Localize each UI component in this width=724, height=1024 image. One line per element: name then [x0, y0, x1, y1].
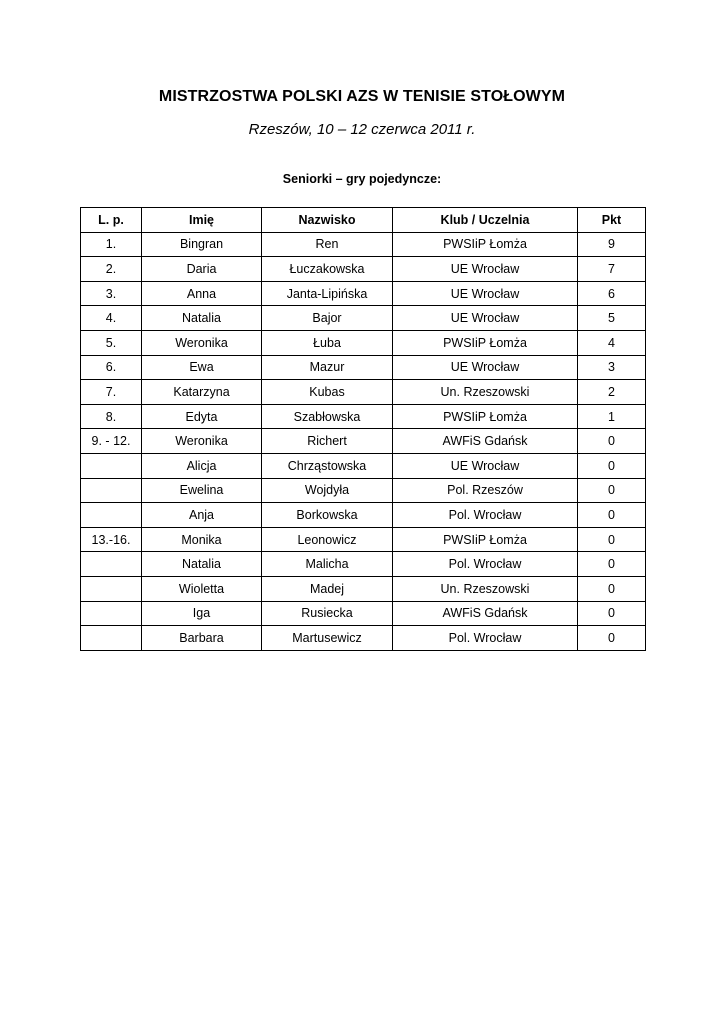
cell-nazwisko: Richert — [262, 429, 393, 454]
cell-pkt: 5 — [578, 306, 646, 331]
cell-klub: Pol. Wrocław — [393, 503, 578, 528]
table-row — [81, 232, 646, 257]
cell-klub: UE Wrocław — [393, 257, 578, 282]
cell-pkt: 0 — [578, 552, 646, 577]
table-row — [81, 330, 646, 355]
cell-nazwisko: Łuba — [262, 330, 393, 355]
cell-nazwisko: Janta-Lipińska — [262, 281, 393, 306]
results-table — [80, 207, 646, 651]
table-row — [81, 281, 646, 306]
cell-imie: Barbara — [142, 626, 262, 651]
cell-pkt: 7 — [578, 257, 646, 282]
cell-lp: 5. — [81, 330, 142, 355]
cell-lp: 3. — [81, 281, 142, 306]
cell-klub: Pol. Wrocław — [393, 626, 578, 651]
column-header-imie: Imię — [142, 208, 262, 233]
cell-pkt: 9 — [578, 232, 646, 257]
cell-klub: UE Wrocław — [393, 355, 578, 380]
cell-pkt: 2 — [578, 380, 646, 405]
table-body — [81, 232, 646, 650]
cell-lp — [81, 453, 142, 478]
cell-lp: 7. — [81, 380, 142, 405]
cell-lp — [81, 552, 142, 577]
table-row — [81, 576, 646, 601]
table-row — [81, 626, 646, 651]
cell-pkt: 1 — [578, 404, 646, 429]
cell-imie: Anna — [142, 281, 262, 306]
cell-lp: 2. — [81, 257, 142, 282]
cell-nazwisko: Kubas — [262, 380, 393, 405]
cell-pkt: 0 — [578, 626, 646, 651]
cell-nazwisko: Madej — [262, 576, 393, 601]
cell-lp — [81, 626, 142, 651]
column-header-lp: L. p. — [81, 208, 142, 233]
column-header-nazwisko: Nazwisko — [262, 208, 393, 233]
cell-nazwisko: Szabłowska — [262, 404, 393, 429]
cell-nazwisko: Łuczakowska — [262, 257, 393, 282]
table-row — [81, 306, 646, 331]
cell-imie: Edyta — [142, 404, 262, 429]
cell-lp: 4. — [81, 306, 142, 331]
cell-imie: Ewa — [142, 355, 262, 380]
cell-klub: Pol. Wrocław — [393, 552, 578, 577]
cell-pkt: 4 — [578, 330, 646, 355]
cell-nazwisko: Rusiecka — [262, 601, 393, 626]
cell-lp — [81, 503, 142, 528]
cell-klub: UE Wrocław — [393, 306, 578, 331]
table-row — [81, 380, 646, 405]
cell-imie: Weronika — [142, 429, 262, 454]
cell-pkt: 0 — [578, 601, 646, 626]
cell-klub: UE Wrocław — [393, 281, 578, 306]
cell-imie: Daria — [142, 257, 262, 282]
table-row — [81, 601, 646, 626]
cell-imie: Bingran — [142, 232, 262, 257]
cell-lp: 13.-16. — [81, 527, 142, 552]
cell-pkt: 0 — [578, 478, 646, 503]
cell-nazwisko: Ren — [262, 232, 393, 257]
cell-lp — [81, 601, 142, 626]
cell-klub: AWFiS Gdańsk — [393, 429, 578, 454]
cell-imie: Anja — [142, 503, 262, 528]
cell-klub: PWSIiP Łomża — [393, 330, 578, 355]
cell-imie: Monika — [142, 527, 262, 552]
cell-imie: Ewelina — [142, 478, 262, 503]
cell-nazwisko: Wojdyła — [262, 478, 393, 503]
section-heading: Seniorki – gry pojedyncze: — [282, 172, 442, 186]
cell-klub: PWSIiP Łomża — [393, 527, 578, 552]
cell-imie: Natalia — [142, 552, 262, 577]
cell-lp — [81, 576, 142, 601]
cell-imie: Iga — [142, 601, 262, 626]
cell-pkt: 0 — [578, 527, 646, 552]
cell-pkt: 0 — [578, 453, 646, 478]
table-row — [81, 453, 646, 478]
cell-nazwisko: Malicha — [262, 552, 393, 577]
document-title: MISTRZOSTWA POLSKI AZS W TENISIE STOŁOWYM — [158, 88, 566, 105]
table-header-row — [81, 208, 646, 233]
table-row — [81, 527, 646, 552]
cell-lp: 1. — [81, 232, 142, 257]
cell-imie: Natalia — [142, 306, 262, 331]
table-row — [81, 478, 646, 503]
cell-nazwisko: Borkowska — [262, 503, 393, 528]
cell-imie: Weronika — [142, 330, 262, 355]
cell-klub: Un. Rzeszowski — [393, 380, 578, 405]
cell-imie: Alicja — [142, 453, 262, 478]
table-row — [81, 257, 646, 282]
table-row — [81, 355, 646, 380]
cell-lp: 8. — [81, 404, 142, 429]
column-header-klub: Klub / Uczelnia — [393, 208, 578, 233]
cell-lp: 9. - 12. — [81, 429, 142, 454]
cell-imie: Wioletta — [142, 576, 262, 601]
cell-pkt: 0 — [578, 576, 646, 601]
cell-lp: 6. — [81, 355, 142, 380]
column-header-pkt: Pkt — [578, 208, 646, 233]
table-row — [81, 503, 646, 528]
table-row — [81, 429, 646, 454]
cell-klub: Pol. Rzeszów — [393, 478, 578, 503]
cell-nazwisko: Chrząstowska — [262, 453, 393, 478]
cell-klub: UE Wrocław — [393, 453, 578, 478]
cell-klub: AWFiS Gdańsk — [393, 601, 578, 626]
table-row — [81, 404, 646, 429]
cell-nazwisko: Mazur — [262, 355, 393, 380]
cell-nazwisko: Leonowicz — [262, 527, 393, 552]
cell-klub: PWSIiP Łomża — [393, 404, 578, 429]
cell-pkt: 0 — [578, 503, 646, 528]
cell-lp — [81, 478, 142, 503]
cell-klub: PWSIiP Łomża — [393, 232, 578, 257]
cell-nazwisko: Bajor — [262, 306, 393, 331]
cell-imie: Katarzyna — [142, 380, 262, 405]
cell-pkt: 3 — [578, 355, 646, 380]
cell-klub: Un. Rzeszowski — [393, 576, 578, 601]
cell-pkt: 0 — [578, 429, 646, 454]
document-subtitle: Rzeszów, 10 – 12 czerwca 2011 r. — [248, 121, 476, 138]
cell-pkt: 6 — [578, 281, 646, 306]
cell-nazwisko: Martusewicz — [262, 626, 393, 651]
table-row — [81, 552, 646, 577]
